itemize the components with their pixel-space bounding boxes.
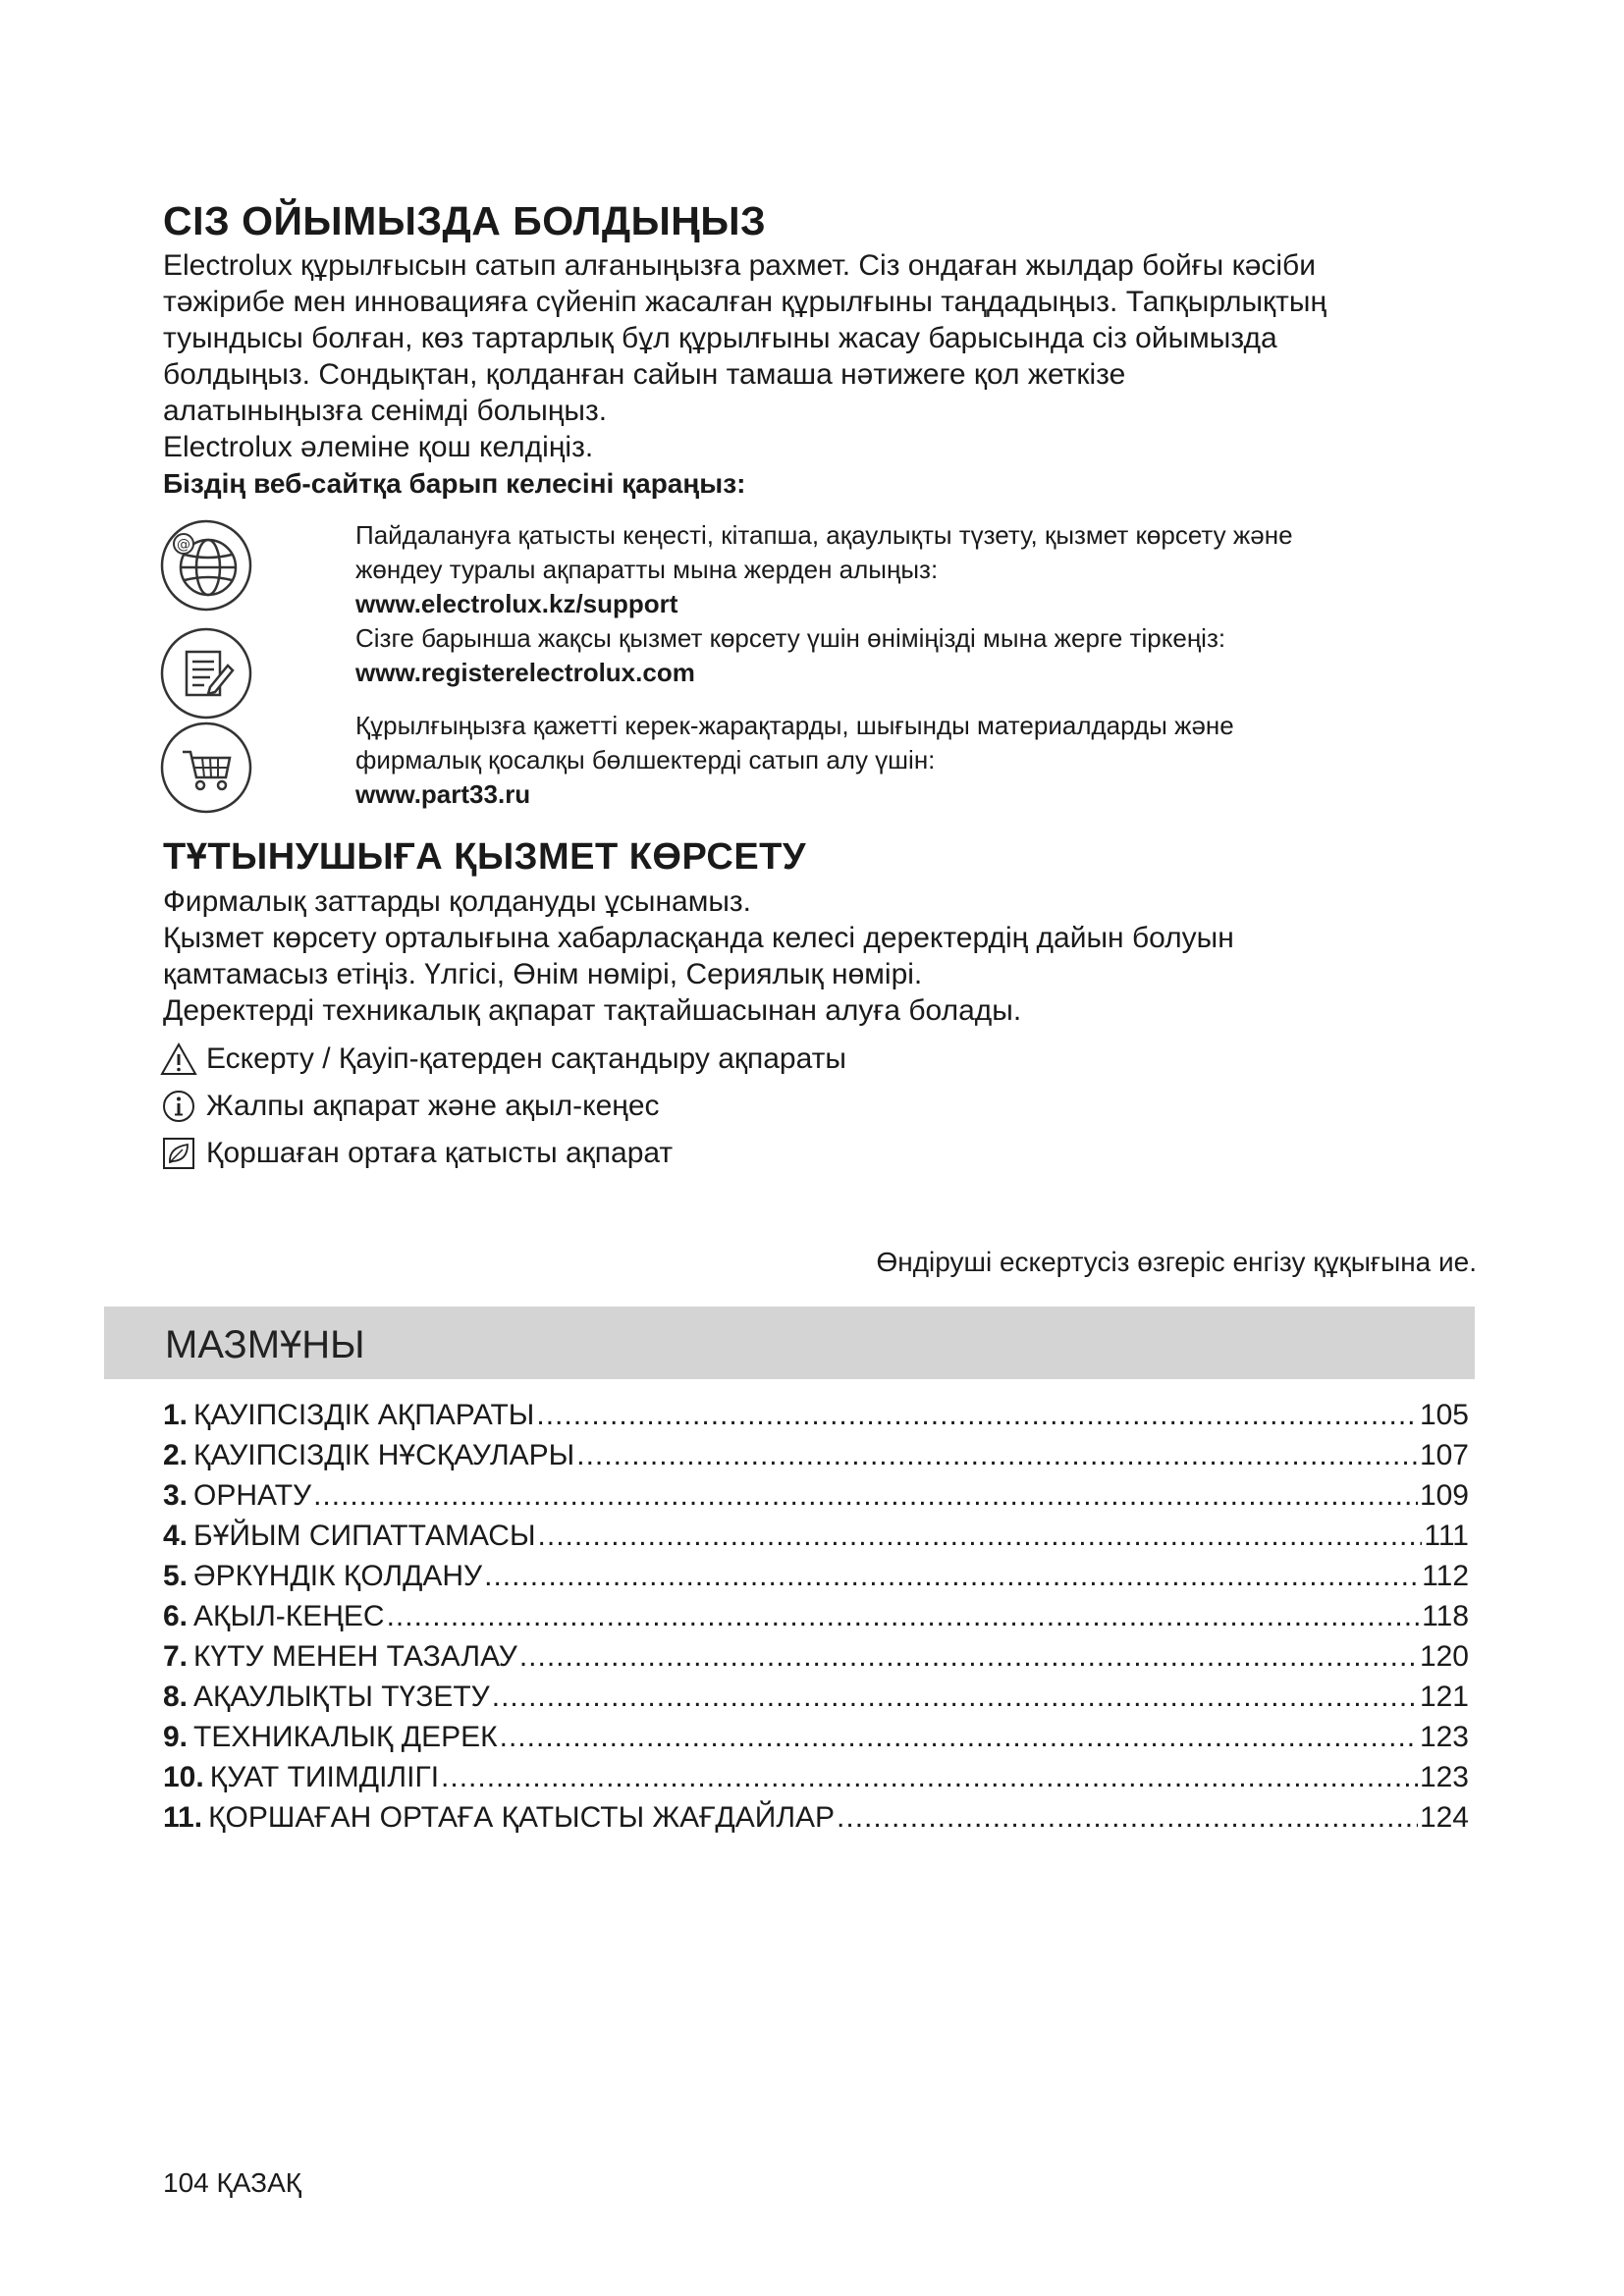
service-line: Фирмалық заттарды қолдануды ұсынамыз. xyxy=(163,885,752,918)
info-icon xyxy=(159,1087,198,1126)
toc-leader xyxy=(484,1560,1420,1593)
registration-icon xyxy=(159,626,253,721)
parts-link[interactable]: www.part33.ru xyxy=(355,779,531,809)
intro-text xyxy=(163,247,1479,502)
legend-text: Ескерту / Қауіп-қатерден сақтандыру ақпараты xyxy=(206,1042,846,1075)
service-line: Деректерді техникалық ақпарат тақтайшасынан алуға болады. xyxy=(163,994,1022,1027)
toc-page: 107 xyxy=(1419,1439,1469,1471)
toc-number: 10. xyxy=(163,1761,204,1793)
toc-leader xyxy=(576,1439,1418,1472)
resource-line: Пайдалануға қатысты кеңесті, кітапша, ақаулықты түзету, қызмет көрсету және xyxy=(355,520,1293,550)
service-title: ТҰТЫНУШЫҒА ҚЫЗМЕТ КӨРСЕТУ xyxy=(163,836,807,878)
toc-page: 124 xyxy=(1419,1801,1469,1834)
toc-label: ҚОРШАҒАН ОРТАҒА ҚАТЫСТЫ ЖАҒДАЙЛАР xyxy=(208,1801,836,1834)
toc-page: 118 xyxy=(1422,1600,1469,1632)
toc-leader xyxy=(492,1681,1418,1714)
toc-leader xyxy=(313,1479,1418,1513)
page-footer: 104 ҚАЗАҚ xyxy=(163,2167,302,2198)
toc-number: 1. xyxy=(163,1399,189,1431)
resource-line: фирмалық қосалқы бөлшектерді сатып алу үшін: xyxy=(355,745,936,774)
intro-line: Electrolux әлеміне қош келдіңіз. xyxy=(163,431,594,463)
toc-label: ӘРКҮНДІК ҚОЛДАНУ xyxy=(193,1560,483,1592)
toc-item[interactable] xyxy=(163,1479,1469,1520)
manufacturer-notice: Өндіруші ескертусіз өзгеріс енгізу құқығына ие. xyxy=(876,1247,1477,1277)
toc-label: ҚАУІПСІЗДІК НҰСҚАУЛАРЫ xyxy=(193,1439,575,1471)
toc-leader xyxy=(441,1761,1418,1794)
toc-page: 123 xyxy=(1419,1761,1469,1793)
intro-line: Electrolux құрылғысын сатып алғаныңызға рахмет. Сіз ондаған жылдар бойғы кәсіби xyxy=(163,249,1316,282)
toc-label: АҚЫЛ-КЕҢЕС xyxy=(193,1600,385,1632)
resource-text xyxy=(355,621,1455,690)
toc-page: 120 xyxy=(1419,1640,1469,1673)
toc-label: ҚУАТ ТИІМДІЛІГІ xyxy=(209,1761,440,1793)
registration-link[interactable]: www.registerelectrolux.com xyxy=(355,658,695,687)
legend-item xyxy=(159,1036,846,1083)
toc-label: БҰЙЫМ СИПАТТАМАСЫ xyxy=(193,1520,536,1552)
support-link[interactable]: www.electrolux.kz/support xyxy=(355,589,678,618)
legend-text: Жалпы ақпарат және ақыл-кеңес xyxy=(206,1090,660,1122)
service-line: қамтамасыз етіңіз. Үлгісі, Өнім нөмірі, Сериялық нөмірі. xyxy=(163,958,923,990)
toc-label: ОРНАТУ xyxy=(193,1479,312,1512)
toc-title: МАЗМҰНЫ xyxy=(165,1323,365,1366)
toc-leader xyxy=(538,1520,1423,1553)
toc-leader xyxy=(519,1640,1418,1674)
toc-label: ҚАУІПСІЗДІК АҚПАРАТЫ xyxy=(193,1399,535,1431)
legend-item xyxy=(159,1130,846,1177)
toc-label: КҮТУ МЕНЕН ТАЗАЛАУ xyxy=(193,1640,517,1673)
toc-number: 8. xyxy=(163,1681,189,1713)
resource-text xyxy=(355,709,1455,812)
resource-line: жөндеу туралы ақпаратты мына жерден алыңыз: xyxy=(355,555,939,584)
toc-leader xyxy=(837,1801,1418,1835)
toc-item[interactable] xyxy=(163,1600,1469,1640)
table-of-contents xyxy=(163,1399,1469,1842)
toc-page: 105 xyxy=(1419,1399,1469,1431)
toc-item[interactable] xyxy=(163,1761,1469,1801)
toc-item[interactable] xyxy=(163,1801,1469,1842)
toc-item[interactable] xyxy=(163,1439,1469,1479)
toc-header xyxy=(104,1307,1475,1379)
service-text xyxy=(163,883,1479,1029)
intro-line: тәжірибе мен инновацияға сүйеніп жасалған құрылғыны таңдадыңыз. Тапқырлықтың xyxy=(163,286,1327,318)
toc-item[interactable] xyxy=(163,1721,1469,1761)
shopping-cart-icon xyxy=(159,721,253,815)
toc-page: 109 xyxy=(1419,1479,1469,1512)
toc-leader xyxy=(387,1600,1421,1633)
resource-line: Сізге барынша жақсы қызмет көрсету үшін өніміңізді мына жерге тіркеңіз: xyxy=(355,623,1226,653)
toc-label: АҚАУЛЫҚТЫ ТҮЗЕТУ xyxy=(193,1681,490,1713)
toc-item[interactable] xyxy=(163,1520,1469,1560)
resource-text xyxy=(355,518,1455,621)
legend-text: Қоршаған ортаға қатысты ақпарат xyxy=(206,1137,674,1169)
globe-icon xyxy=(159,518,253,613)
toc-number: 5. xyxy=(163,1560,189,1592)
toc-number: 3. xyxy=(163,1479,189,1512)
service-line: Қызмет көрсету орталығына хабарласқанда келесі деректердің дайын болуын xyxy=(163,922,1234,954)
toc-number: 6. xyxy=(163,1600,189,1632)
toc-number: 11. xyxy=(163,1801,203,1834)
toc-page: 112 xyxy=(1422,1560,1469,1592)
leaf-icon xyxy=(159,1134,198,1173)
toc-number: 4. xyxy=(163,1520,189,1552)
toc-item[interactable] xyxy=(163,1560,1469,1600)
toc-page: 123 xyxy=(1419,1721,1469,1753)
symbol-legend xyxy=(159,1036,846,1177)
intro-line: болдыңыз. Сондықтан, қолданған сайын тамаша нәтижеге қол жеткізе xyxy=(163,358,1126,391)
svg-text:@: @ xyxy=(177,537,190,553)
intro-title: СІЗ ОЙЫМЫЗДА БОЛДЫҢЫЗ xyxy=(163,198,767,243)
toc-item[interactable] xyxy=(163,1399,1469,1439)
resource-line: Құрылғыңызға қажетті керек-жарақтарды, шығынды материалдарды және xyxy=(355,711,1234,740)
intro-line: алатыныңызға сенімді болыңыз. xyxy=(163,395,608,427)
warning-icon xyxy=(159,1040,198,1079)
toc-leader xyxy=(500,1721,1418,1754)
toc-number: 2. xyxy=(163,1439,189,1471)
visit-label: Біздің веб-сайтқа барып келесіні қараңыз: xyxy=(163,468,746,499)
intro-line: туындысы болған, көз тартарлық бұл құрылғыны жасау барысында сіз ойымызда xyxy=(163,322,1277,354)
toc-item[interactable] xyxy=(163,1640,1469,1681)
toc-page: 121 xyxy=(1419,1681,1469,1713)
toc-number: 7. xyxy=(163,1640,189,1673)
toc-leader xyxy=(536,1399,1418,1432)
toc-page: 111 xyxy=(1424,1520,1469,1552)
toc-label: ТЕХНИКАЛЫҚ ДЕРЕК xyxy=(193,1721,498,1753)
legend-item xyxy=(159,1083,846,1130)
toc-item[interactable] xyxy=(163,1681,1469,1721)
toc-number: 9. xyxy=(163,1721,189,1753)
